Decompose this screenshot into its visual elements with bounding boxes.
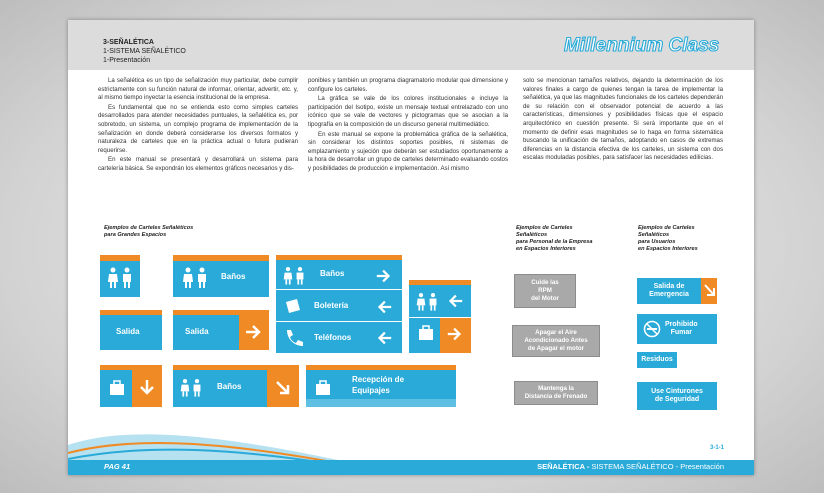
arrow-left-icon [445,292,465,310]
sign-label: Salida [116,327,140,336]
sign-label: Recepción de [352,375,405,384]
sign-label: Teléfonos [314,333,352,342]
paragraph: solo se mencionan tamaños relativos, dejando la determinación de los valores finales a cargo de quienes tengan la tarea de implementar la señalética, ya que las magnitudes funcionales de los carteles dependerán de su relación con el observador potencial de acuerdo a las características, dimensiones y posibilidades físicas que el espacio arquitectónico en cuestión presente. Si será importante que en el momento de definir esas magnitudes se lo haga en forma sistemática buscando la unificación de tamaños, adoptando en casos de extremas diferencias en la distancia efectiva de los carteles, un sistema con dos escalas moduladas posibles, para satisfacer las necesidades edilicias. [523,77,723,162]
ticket-icon [283,297,303,315]
arrow-down-right-icon [273,378,293,398]
section-code: 3-1-1 [709,445,724,451]
subsection-title: 1-SISTEMA SEÑALÉTICO [103,48,186,55]
svg-text:Millennium Class: Millennium Class [564,35,720,56]
page-number: PAG 41 [104,462,131,471]
toilet-icon [179,378,203,398]
sign-label: Equipajes [352,386,390,395]
arrow-down-right-icon [703,283,717,299]
luggage-icon [417,324,435,342]
luggage-icon [314,379,332,397]
sign-label: Boletería [314,301,349,310]
sign-rpm: Cuide las RPM del Motor [514,274,576,308]
toilet-icon [282,266,306,286]
page-header [68,20,754,70]
paragraph: La gráfica se vale de los colores institucionales e incluye la participación del Isotipo, existe un mensaje textual entrelazado con uno icónico que se vale de vectores y pictogramas que se asocian a la tipografía en la composición de un discurso general multimediático. [308,95,508,128]
sign-salida-arrow [173,310,269,350]
sign-label: Baños [320,269,345,278]
footer-title: SEÑALÉTICA - SISTEMA SEÑALÉTICO - Presentación [537,462,724,471]
arrow-left-icon [374,329,394,347]
sign-residuos: Residuos [637,352,677,368]
sign-emergencia: Salida de Emergencia [637,278,717,304]
text-column-1 [98,77,298,175]
toilet-icon [106,267,134,289]
toilet-icon [415,292,439,312]
phone-icon [283,328,303,346]
paragraph: ponibles y también un programa diagramatorio modular que dimensione y configure los carteles. [308,77,508,93]
text-column-2 [308,77,508,175]
sign-luggage-down [100,365,162,407]
sign-label: Salida [185,327,209,336]
sign-banos-diagonal [173,365,299,407]
caption-staff: Ejemplos de Carteles Señaléticos para Personal de la Empresa en Espacios Interiores [516,225,593,252]
topic-title: 1-Presentación [103,57,151,64]
arrow-right-icon [244,322,264,342]
paragraph: En este manual se presentará y desarrollará un sistema para cartelería básica. Se expondrán los elementos gráficos necesarios y dis- [98,156,298,172]
sign-frenado: Mantenga la Distancia de Frenado [514,381,598,405]
sign-banos [173,255,269,297]
sign-label: Baños [217,382,242,391]
millennium-class-logo [562,32,734,56]
caption-users: Ejemplos de Carteles Señaléticos para Usuarios en Espacios Interiores [638,225,698,252]
paragraph: La señalética es un tipo de señalización muy particular, debe cumplir estrictamente con su función natural de informar, orientar, advertir, etc. y, al mismo tiempo inyectar la esencia institucional de la empresa. [98,77,298,102]
decorative-wave [68,415,338,465]
sign-toilet-small [100,255,140,297]
caption-large-spaces: Ejemplos de Carteles Señaléticos para Grandes Espacios [104,225,194,238]
sign-aire: Apagar el Aire Acondicionado Antes de Apagar el motor [512,325,600,357]
sign-recepcion [306,365,456,407]
arrow-left-icon [374,298,394,316]
text-column-3 [523,77,723,164]
no-smoking-icon [643,320,661,338]
arrow-right-icon [374,267,394,285]
toilet-icon [181,267,209,289]
sign-label: Baños [221,272,246,281]
paragraph: Es fundamental que no se entienda esto como simples carteles desarrollados para atender necesidades puntuales, la señalética es, por sobretodo, un sistema, un complejo programa de implementación de la señalización en donde deberá considerarse los diversos formatos y naturaleza de carteles que en la práctica actual o futura pudieran requerirse. [98,103,298,154]
sign-toilet-luggage [409,280,471,353]
arrow-right-icon [445,325,465,343]
luggage-icon [108,379,126,397]
sign-cinturones: Use Cinturones de Seguridad [637,382,717,410]
sign-directory [276,255,402,353]
manual-page [68,20,754,475]
section-title: 3-SEÑALÉTICA [103,39,154,46]
paragraph: En este manual se expone la problemática gráfica de la señalética, sin considerar los distintos soportes posibles, ni sistemas de emplazamiento y sujeción que deberán ser estudiados oportunamente a la hora de desarrollar un grupo de carteles determinado evaluando costos y posibilidades de producción e implementación. Así mismo [308,130,508,172]
sign-fumar: Prohibido Fumar [637,314,717,344]
arrow-down-icon [137,378,157,398]
sign-salida-plain [100,310,162,350]
